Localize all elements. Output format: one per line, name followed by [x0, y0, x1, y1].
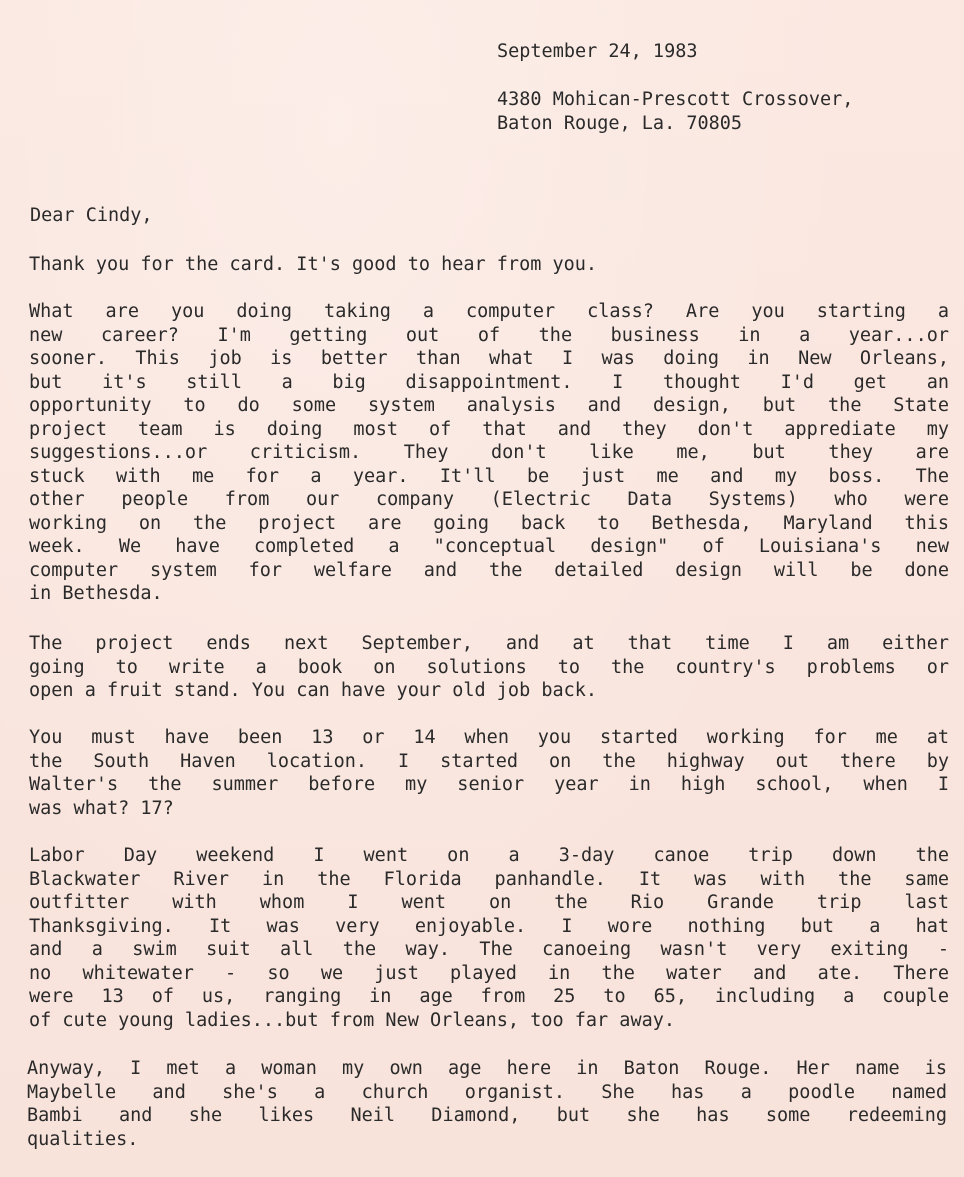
text-line: project team is doing most of that and they don't apprediate my — [29, 418, 949, 440]
text-line: What are you doing taking a computer class? Are you starting a — [29, 301, 949, 322]
text-line: sooner. This job is better than what I was doing in New Orleans, — [29, 348, 949, 369]
text-line: outfitter with whom I went on the Rio Grande trip last — [29, 892, 949, 913]
paragraph-canoe-trip — [29, 844, 949, 1032]
text-line: was what? 17? — [29, 797, 174, 819]
text-line: computer system for welfare and the detailed design will be done — [29, 559, 949, 581]
text-line: no whitewater - so we just played in the water and ate. There — [29, 962, 949, 984]
text-line: The project ends next September, and at that time I am either — [29, 633, 949, 654]
text-line: other people from our company (Electric Data Systems) who were — [29, 489, 949, 510]
address-line: Baton Rouge, La. 70805 — [497, 112, 743, 134]
text-line: Maybelle and she's a church organist. She has a poodle named — [27, 1081, 947, 1103]
text-line: Anyway, I met a woman my own age here in Baton Rouge. Her name is — [27, 1058, 947, 1079]
text-line: suggestions...or criticism. They don't like me, but they are — [29, 442, 949, 463]
text-line: of cute young ladies...but from New Orleans, too far away. — [29, 1009, 676, 1031]
text-line: open a fruit stand. You can have your old job back. — [29, 680, 598, 701]
text-line: Walter's the summer before my senior year in high school, when I — [29, 774, 949, 795]
address-line: 4380 Mohican-Prescott Crossover, — [497, 89, 854, 110]
text-line: qualities. — [27, 1128, 139, 1150]
text-line: going to write a book on solutions to the country's problems or — [29, 656, 949, 678]
paragraph-south-haven — [29, 726, 949, 820]
text-line: in Bethesda. — [29, 583, 163, 604]
text-line: working on the project are going back to Bethesda, Maryland this — [29, 512, 949, 534]
text-line: stuck with me for a year. It'll be just me and my boss. The — [29, 465, 949, 487]
salutation: Dear Cindy, — [30, 205, 153, 226]
text-line: Thank you for the card. It's good to hear from you. — [29, 254, 598, 275]
text-line: week. We have completed a "conceptual design" of Louisiana's new — [29, 536, 949, 557]
text-line: Labor Day weekend I went on a 3-day canoe trip down the — [29, 845, 949, 866]
paragraph-thanks — [29, 253, 949, 277]
text-line: You must have been 13 or 14 when you started working for me at — [29, 727, 949, 748]
text-line: the South Haven location. I started on the highway out there by — [29, 750, 949, 772]
text-line: were 13 of us, ranging in age from 25 to 65, including a couple — [29, 986, 949, 1007]
text-line: Bambi and she likes Neil Diamond, but she has some redeeming — [27, 1105, 947, 1126]
text-line: Thanksgiving. It was very enjoyable. I wore nothing but a hat — [29, 915, 949, 937]
text-line: but it's still a big disappointment. I thought I'd get an — [29, 371, 949, 393]
text-line: and a swim suit all the way. The canoeing wasn't very exiting - — [29, 939, 949, 960]
text-line: opportunity to do some system analysis and design, but the State — [29, 395, 949, 416]
text-line: Blackwater River in the Florida panhandle. It was with the same — [29, 868, 949, 890]
letter-date: September 24, 1983 — [497, 41, 698, 62]
paragraph-computer-class — [29, 300, 949, 606]
paragraph-maybelle — [27, 1057, 947, 1151]
paragraph-project-ends — [29, 632, 949, 703]
text-line: new career? I'm getting out of the business in a year...or — [29, 324, 949, 346]
return-address — [497, 88, 853, 135]
